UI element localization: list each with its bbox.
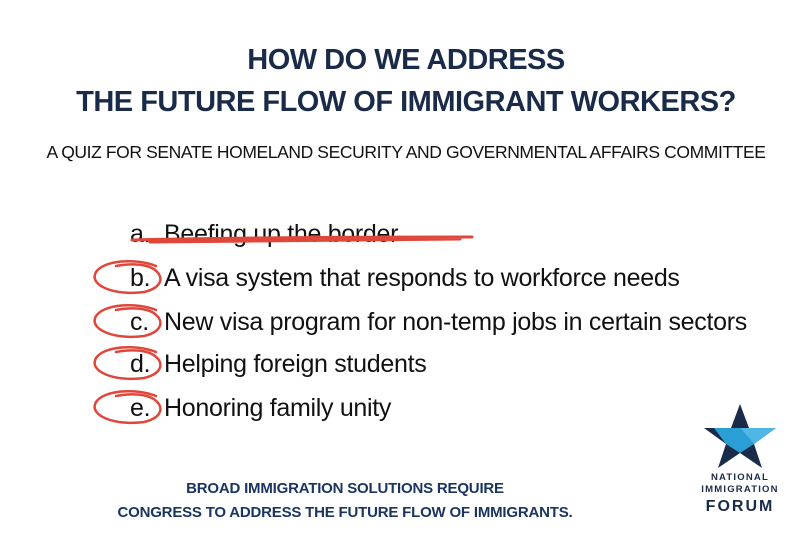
option-text: Beefing up the border — [164, 220, 399, 248]
option-letter: c. — [130, 308, 149, 336]
option-text: Honoring family unity — [164, 394, 392, 422]
option-text: New visa program for non-temp jobs in certain sectors — [164, 308, 747, 336]
option-e — [130, 388, 391, 428]
logo-text-immigration: IMMIGRATION — [701, 484, 779, 495]
option-b — [130, 258, 680, 298]
title-line-2: THE FUTURE FLOW OF IMMIGRANT WORKERS? — [76, 86, 736, 118]
option-letter: b. — [130, 264, 151, 292]
title-line-1: HOW DO WE ADDRESS — [247, 44, 565, 76]
option-d — [130, 344, 426, 384]
option-text: A visa system that responds to workforce needs — [164, 264, 680, 292]
strikethrough-mark — [120, 224, 480, 254]
footer-line-2: CONGRESS TO ADDRESS THE FUTURE FLOW OF IMMIGRANTS. — [117, 504, 573, 521]
option-c — [130, 302, 747, 342]
option-letter: d. — [130, 350, 151, 378]
footer-line-1: BROAD IMMIGRATION SOLUTIONS REQUIRE — [186, 480, 504, 497]
logo-text-national: NATIONAL — [711, 472, 769, 483]
option-letter: e. — [130, 394, 151, 422]
star-icon — [700, 402, 780, 470]
option-letter: a. — [130, 220, 151, 248]
answer-options — [0, 214, 812, 422]
logo-text-forum: FORUM — [705, 498, 775, 515]
option-text: Helping foreign students — [164, 350, 427, 378]
national-immigration-forum-logo — [690, 402, 790, 522]
subtitle: A QUIZ FOR SENATE HOMELAND SECURITY AND GOVERNMENTAL AFFAIRS COMMITTEE — [46, 142, 766, 162]
